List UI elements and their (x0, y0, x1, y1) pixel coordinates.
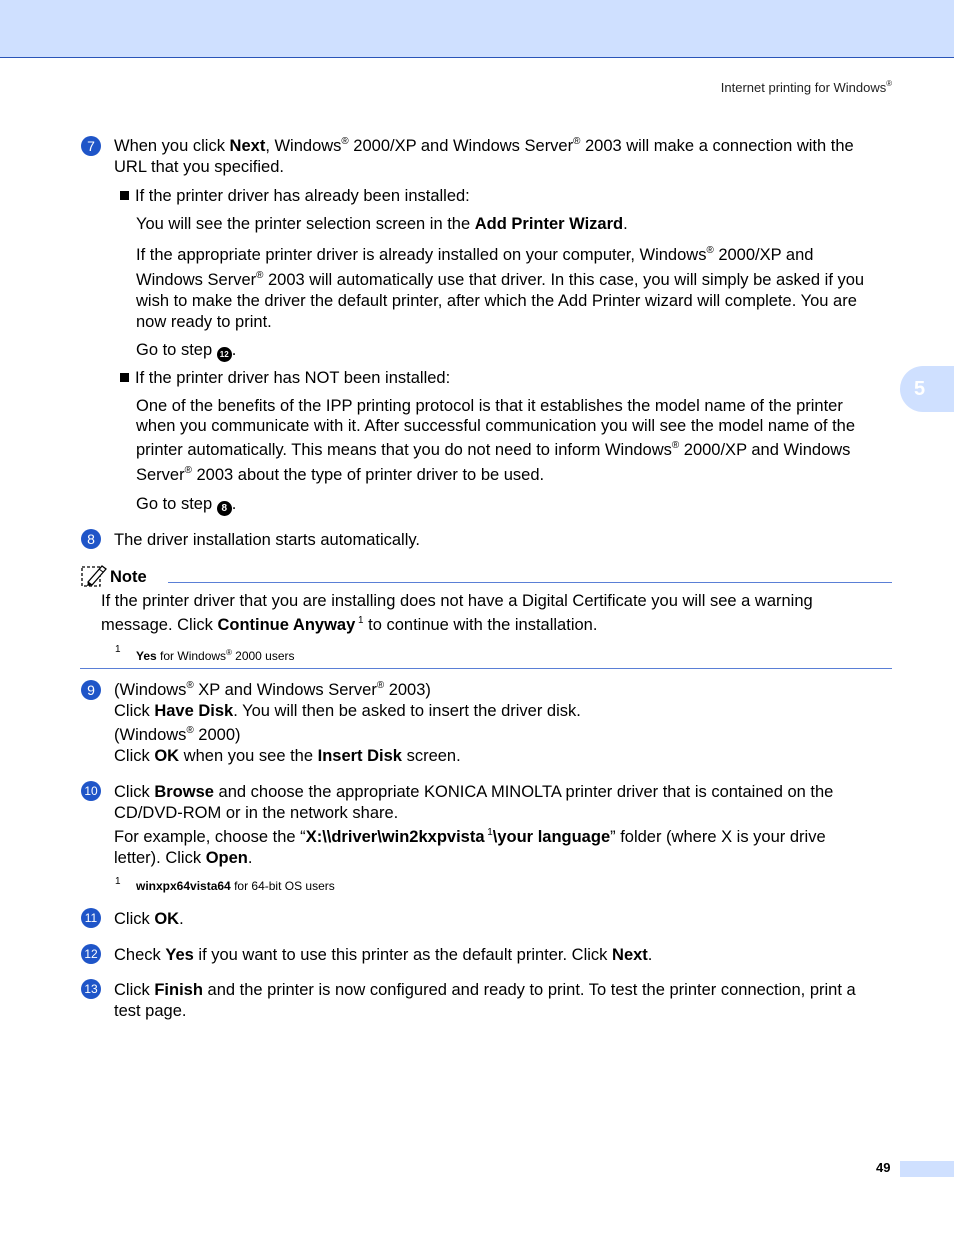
note-footnote-marker: 1 (115, 644, 121, 655)
step-ref-8[interactable]: 8 (217, 501, 232, 516)
note-top-rule (168, 582, 892, 583)
page-number-bar (900, 1161, 954, 1177)
add-printer-wizard-text: You will see the printer selection screen in the Add Printer Wizard. (136, 215, 628, 233)
step9-line1: (Windows® XP and Windows Server® 2003) (114, 679, 431, 699)
step13-line2: test page. (114, 1002, 187, 1020)
step10-line2: CD/DVD-ROM or in the network share. (114, 804, 399, 822)
ipp-para-line3: printer automatically. This means that you do not need to inform Windows® 2000/XP and Windows (136, 439, 851, 459)
step-number-8: 8 (81, 529, 101, 549)
step13-line1: Click Finish and the printer is now configured and ready to print. To test the printer connection, print a (114, 981, 856, 999)
ipp-para-line4: Server® 2003 about the type of printer driver to be used. (136, 464, 545, 484)
step7-line1: When you click Next, Windows® 2000/XP and Windows Server® 2003 will make a connection with the (114, 135, 854, 155)
step-number-13: 13 (81, 979, 101, 999)
note-line2: message. Click Continue Anyway $^1$ to continue with the installation. (101, 614, 598, 634)
running-title: Internet printing for Windows® (720, 78, 892, 95)
bullet-installed: If the printer driver has already been installed: (120, 186, 470, 207)
chapter-tab[interactable]: 5 (900, 366, 954, 412)
square-bullet-icon (120, 191, 129, 200)
step-number-12: 12 (81, 944, 101, 964)
step10-line1: Click Browse and choose the appropriate KONICA MINOLTA printer driver that is contained on the (114, 783, 834, 801)
step8-text: The driver installation starts automatically. (114, 531, 420, 549)
step9-line3: (Windows® 2000) (114, 724, 241, 744)
step-number-11: 11 (81, 908, 101, 928)
note-footnote: Yes for Windows® 2000 users (136, 648, 295, 663)
step10-footnote-marker: 1 (115, 876, 121, 887)
installed-para-line4: now ready to print. (136, 313, 272, 331)
installed-para-line3: wish to make the driver the default printer, after which the Add Printer wizard will complete. You are (136, 292, 857, 310)
goto-step-8: Go to step 8 . (136, 495, 237, 514)
note-line1: If the printer driver that you are installing does not have a Digital Certificate you will see a warning (101, 592, 813, 610)
step11-text: Click OK. (114, 910, 184, 928)
ipp-para-line2: when you communicate with it. After successful communication you will see the model name of the (136, 417, 856, 435)
step10-footnote: winxpx64vista64 for 64-bit OS users (136, 879, 335, 893)
step-ref-12[interactable]: 12 (217, 347, 232, 362)
note-title: Note (110, 568, 147, 586)
installed-para-line2: Windows Server® 2003 will automatically use that driver. In this case, you will simply be asked if you (136, 269, 865, 289)
step7-line2: URL that you specified. (114, 158, 284, 176)
step10-line4: letter). Click Open. (114, 849, 253, 867)
page-number: 49 (876, 1160, 891, 1175)
bullet-not-installed: If the printer driver has NOT been installed: (120, 368, 450, 389)
square-bullet-icon (120, 373, 129, 382)
note-bottom-rule (80, 668, 892, 669)
step-number-9: 9 (81, 680, 101, 700)
step12-text: Check Yes if you want to use this printer as the default printer. Click Next. (114, 946, 653, 964)
installed-para-line1: If the appropriate printer driver is already installed on your computer, Windows® 2000/XP and (136, 244, 814, 264)
step-number-7: 7 (81, 136, 101, 156)
step9-line4: Click OK when you see the Insert Disk screen. (114, 747, 461, 765)
step9-line2: Click Have Disk. You will then be asked to insert the driver disk. (114, 702, 581, 720)
ipp-para-line1: One of the benefits of the IPP printing protocol is that it establishes the model name of the printer (136, 397, 843, 415)
step10-line3: For example, choose the “X:\\driver\win2kxpvista $^1$\your language” folder (where X is your drive (114, 826, 826, 846)
goto-step-12: Go to step 12 . (136, 340, 236, 362)
note-pencil-icon (80, 562, 108, 588)
step-number-10: 10 (81, 781, 101, 801)
header-band (0, 0, 954, 58)
